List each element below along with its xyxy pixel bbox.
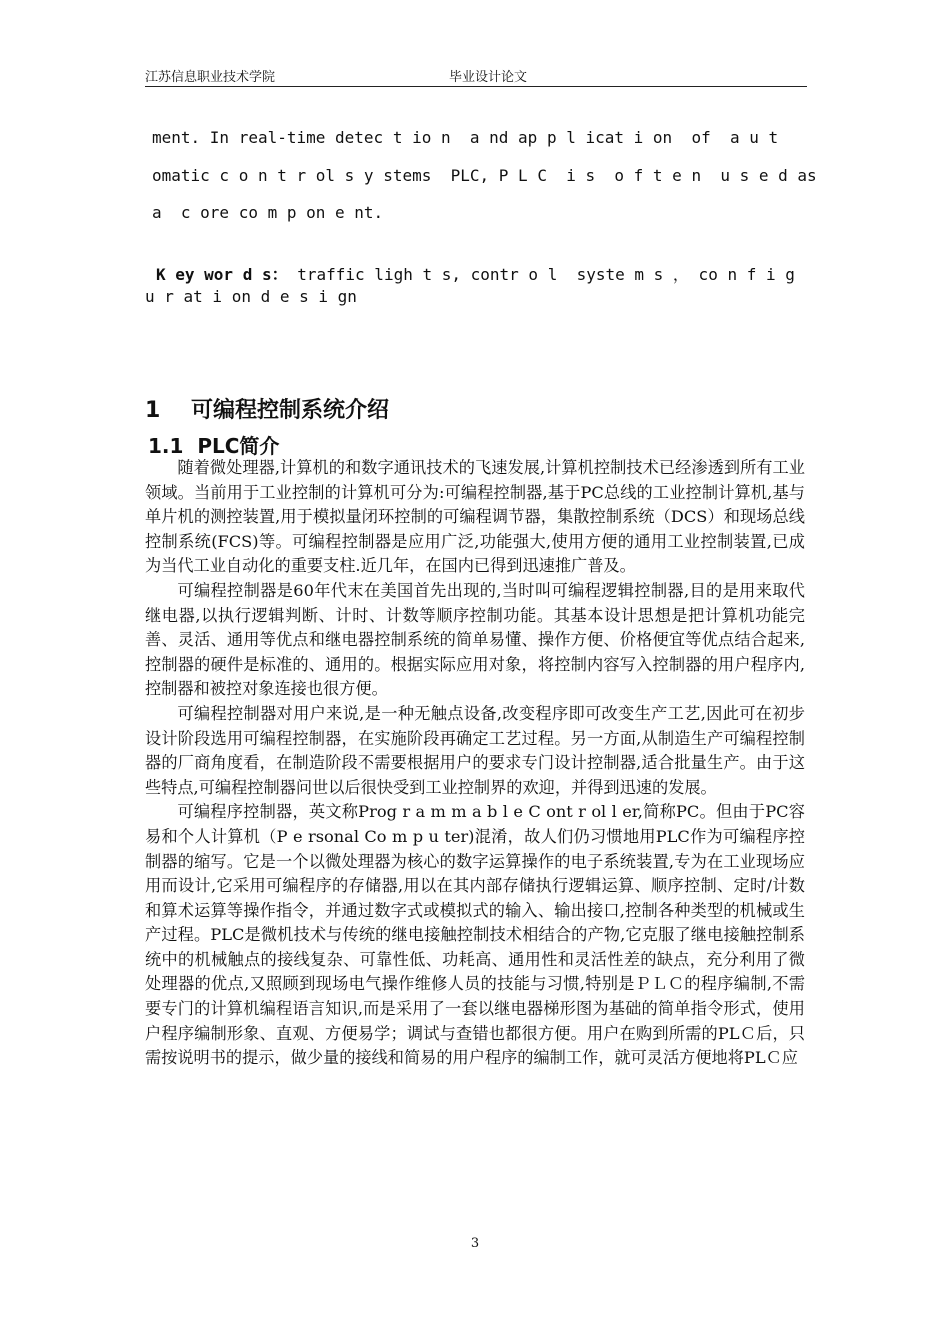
page-header: [145, 66, 807, 87]
paragraph: 随着微处理器,计算机的和数字通讯技术的飞速发展,计算机控制技术已经渗透到所有工业领域。当前用于工业控制的计算机可分为:可编程控制器,基于PC总线的工业控制计算机,基与单片机的测控装置,用于模拟量闭环控制的可编程调节器，集散控制系统（DCS）和现场总线控制系统(FCS)等。可编程控制器是应用广泛,功能强大,使用方便的通用工业控制装置,已成为当代工业自动化的重要支柱.近几年，在国内已得到迅速推广普及。: [145, 458, 805, 576]
header-document-type: 毕业设计论文: [449, 70, 528, 85]
abstract-line: omatic c o n t r ol s y stems PLC, P L C i s o f t e n u s e d as: [152, 166, 817, 185]
abstract-line: a c ore co m p on e nt.: [152, 203, 384, 222]
paragraph: 可编程控制器是60年代末在美国首先出现的,当时叫可编程逻辑控制器,目的是用来取代继电器,以执行逻辑判断、计时、计数等顺序控制功能。其基本设计思想是把计算机功能完善、灵活、通用等优点和继电器控制系统的简单易懂、操作方便、价格便宜等优点结合起来,控制器的硬件是标准的、通用的。根据实际应用对象，将控制内容写入控制器的用户程序内,控制器和被控对象连接也很方便。: [145, 580, 805, 699]
paragraph: 可编程序控制器，英文称Prog r a m m a b l e C ont r ol l er,简称PC。但由于PC容易和个人计算机（P e rsonal Co m p u ter)混淆，故人们仍习惯地用PLC作为可编程序控制器的缩写。它是一个以微处理器为核心的数字运算操作的电子系统装置,专为在工业现场应用而设计,它采用可编程序的存储器,用以在其内部存储执行逻辑运算、顺序控制、定时/计数和算术运算等操作指令，并通过数字式或模拟式的输入、输出接口,控制各种类型的机械或生产过程。PLC是微机技术与传统的继电接触控制技术相结合的产物,它克服了继电接触控制系统中的机械触点的接线复杂、可靠性低、功耗高、通用性和灵活性差的缺点，充分利用了微处理器的优点,又照顾到现场电气操作维修人员的技能与习惯,特别是ＰＬＣ的程序编制,不需要专门的计算机编程语言知识,而是采用了一套以继电器梯形图为基础的简单指令形式，使用户程序编制形象、直观、方便易学；调试与查错也都很方便。用户在购到所需的PLＣ后，只需按说明书的提示，做少量的接线和简易的用户程序的编制工作，就可灵活方便地将PLＣ应: [145, 802, 805, 1068]
subsection-heading: 1.1 PLC简介: [148, 434, 280, 458]
keywords-text: traffic ligh t s, contr o l syste m s ， co n f i g: [287, 265, 795, 284]
header-school-name: 江苏信息职业技术学院: [145, 70, 276, 85]
keywords-line: [156, 262, 795, 285]
page-number: 3: [470, 1236, 480, 1251]
section-heading: 1 可编程控制系统介绍: [145, 398, 389, 423]
abstract-line: ment. In real-time detec t io n a nd ap p l icat i on of a u t: [152, 128, 779, 147]
paragraph: 可编程控制器对用户来说,是一种无触点设备,改变程序即可改变生产工艺,因此可在初步设计阶段选用可编程控制器，在实施阶段再确定工艺过程。另一方面,从制造生产可编程控制器的厂商角度看，在制造阶段不需要根据用户的要求专门设计控制器,适合批量生产。由于这些特点,可编程控制器问世以后很快受到工业控制界的欢迎，并得到迅速的发展。: [145, 703, 805, 797]
keywords-label: K ey wor d s：: [156, 265, 288, 284]
keywords-continuation: u r at i on d e s i gn: [145, 287, 357, 306]
body-text: [145, 456, 805, 1071]
